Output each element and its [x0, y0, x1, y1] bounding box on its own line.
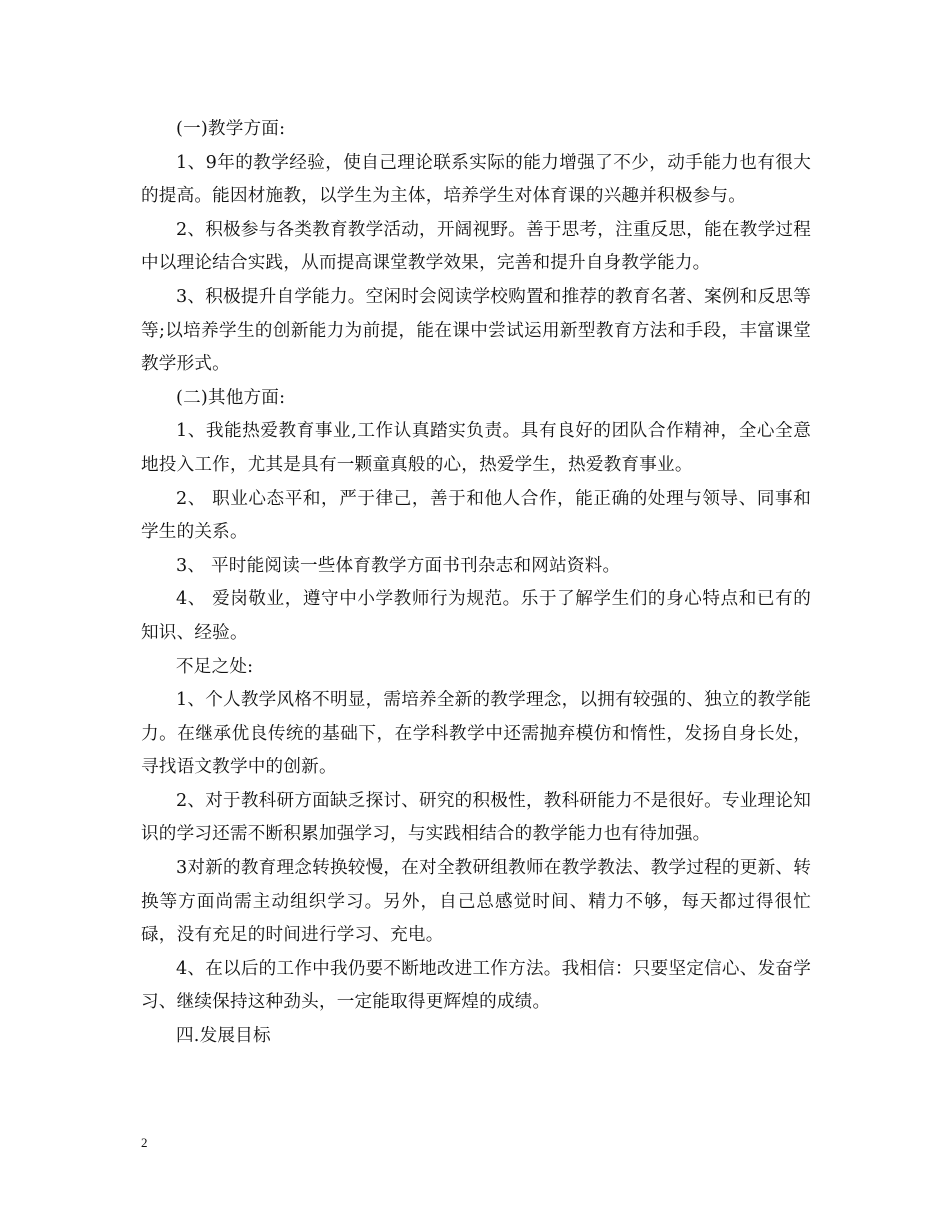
paragraph-reading: 3、 平时能阅读一些体育教学方面书刊杂志和网站资料。: [176, 555, 621, 576]
paragraph-dedication: 1、我能热爱教育事业,工作认真踏实负责。具有良好的团队合作精神，全心全意地投入工作，尤其是具有一颗童真般的心，热爱学生，热爱教育事业。: [141, 421, 811, 475]
section-heading-other: (二)其他方面:: [176, 387, 286, 408]
paragraph-professional-attitude: 2、 职业心态平和，严于律己，善于和他人合作，能正确的处理与领导、同事和学生的关系。: [141, 488, 811, 543]
paragraph-new-concepts: 3对新的教育理念转换较慢，在对全教研组教师在教学教法、教学过程的更新、转换等方面尚需主动组织学习。另外，自己总感觉时间、精力不够，每天都过得很忙碌，没有充足的时间进行学习、充电。: [141, 858, 811, 946]
paragraph-teaching-style: 1、个人教学风格不明显，需培养全新的教学理念，以拥有较强的、独立的教学能力。在继承优良传统的基础下，在学科教学中还需抛弃模仿和惰性，发扬自身长处，寻找语文教学中的创新。: [141, 690, 811, 778]
paragraph-teaching-activities: 2、积极参与各类教育教学活动，开阔视野。善于思考，注重反思，能在教学过程中以理论结合实践，从而提高课堂教学效果，完善和提升自身教学能力。: [141, 219, 811, 274]
section-heading-teaching: (一)教学方面:: [176, 119, 286, 139]
paragraph-research: 2、对于教科研方面缺乏探讨、研究的积极性，教科研能力不是很好。专业理论知识的学习还需不断积累加强学习，与实践相结合的教学能力也有待加强。: [141, 790, 811, 845]
section-heading-shortcomings: 不足之处:: [176, 656, 254, 677]
paragraph-improvement: 4、在以后的工作中我仍要不断地改进工作方法。我相信：只要坚定信心、发奋学习、继续保持这种劲头，一定能取得更辉煌的成绩。: [141, 958, 811, 1013]
paragraph-teaching-experience: 1、9年的教学经验，使自己理论联系实际的能力增强了不少，动手能力也有很大的提高。能因材施教，以学生为主体，培养学生对体育课的兴趣并积极参与。: [141, 152, 811, 207]
paragraph-self-learning: 3、积极提升自学能力。空闲时会阅读学校购置和推荐的教育名著、案例和反思等等;以培养学生的创新能力为前提，能在课中尝试运用新型教育方法和手段，丰富课堂教学形式。: [141, 286, 811, 375]
document-body: [141, 113, 811, 1054]
page-number: 2: [141, 1135, 148, 1150]
section-heading-development-goals: 四.发展目标: [176, 1026, 271, 1047]
paragraph-job-love: 4、 爱岗敬业，遵守中小学教师行为规范。乐于了解学生们的身心特点和已有的知识、经验。: [141, 589, 811, 643]
